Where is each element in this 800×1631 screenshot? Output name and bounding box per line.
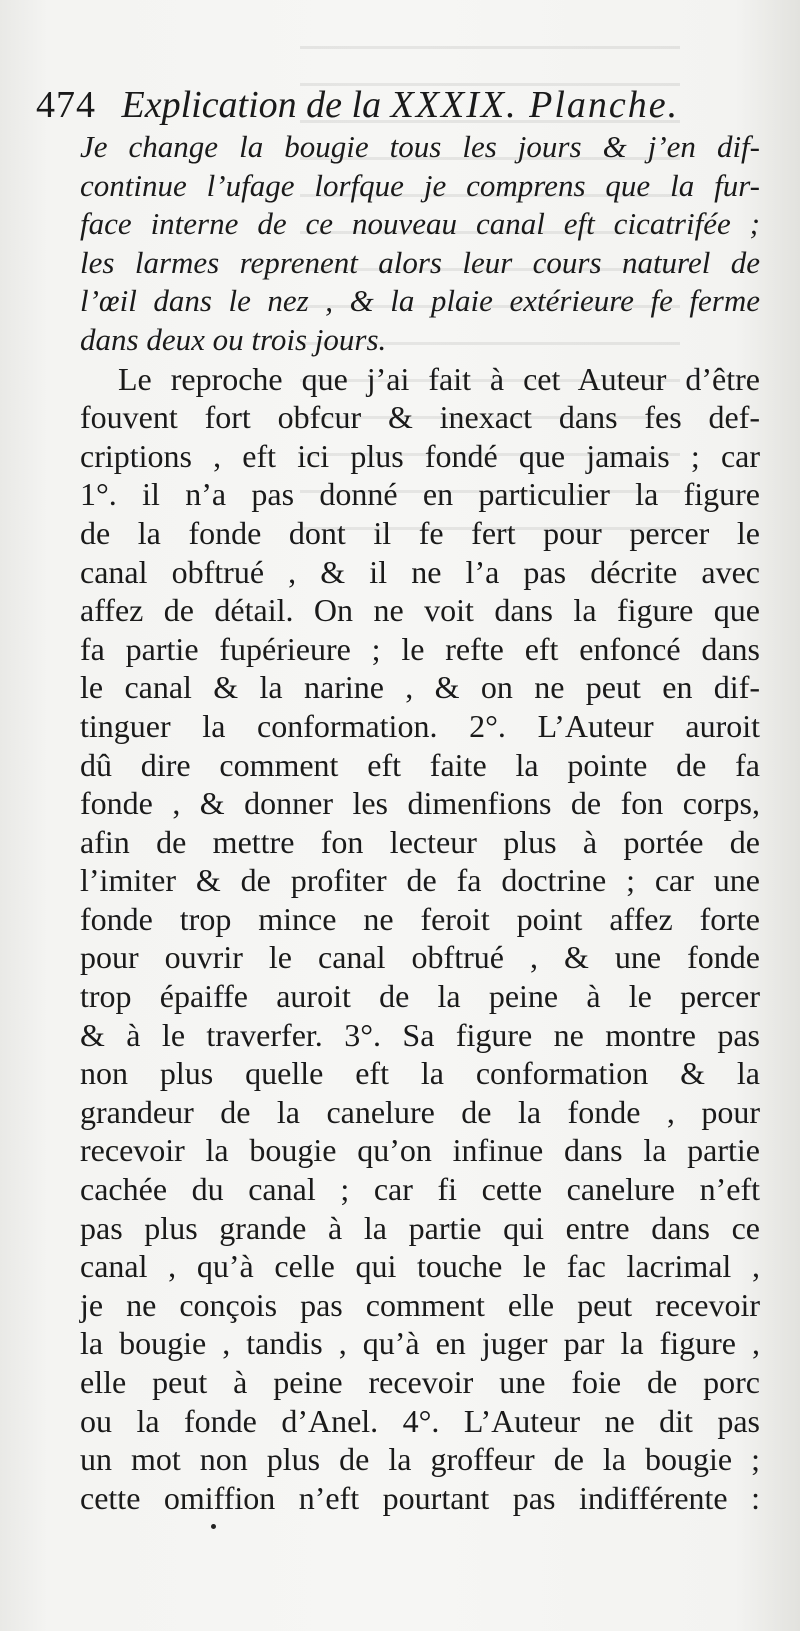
text-line: canal , qu’à celle qui touche le fac lacrimal ,: [80, 1248, 760, 1285]
text-line: l’imiter & de profiter de fa doctrine ; car une: [80, 862, 760, 899]
text-line: tinguer la conformation. 2°. L’Auteur auroit: [80, 707, 760, 744]
text-line: face interne de ce nouveau canal eft cicatrifée ;: [80, 206, 760, 242]
text-line: les larmes reprenent alors leur cours naturel de: [80, 244, 760, 280]
plate-title: XXXIX. Planche.: [390, 84, 680, 126]
text-line: je ne conçois pas comment elle peut recevoir: [80, 1286, 760, 1323]
text-line: Le reproche que j’ai fait à cet Auteur d’être: [118, 360, 760, 397]
text-line: fonde trop mince ne feroit point affez forte: [80, 900, 760, 937]
text-line: la bougie , tandis , qu’à en juger par la figure ,: [80, 1325, 760, 1362]
text-line: de la fonde dont il fe fert pour percer le: [80, 514, 760, 551]
text-line: affez de détail. On ne voit dans la figure que: [80, 592, 760, 629]
text-line: pour ouvrir le canal obftrué , & une fonde: [80, 939, 760, 976]
text-line: fouvent fort obfcur & inexact dans fes def-: [80, 399, 760, 436]
text-line: & à le traverfer. 3°. Sa figure ne montre pas: [80, 1016, 760, 1053]
text-line: l’œil dans le nez , & la plaie extérieure fe ferme: [80, 283, 760, 319]
text-line: trop épaiffe auroit de la peine à le percer: [80, 978, 760, 1015]
text-line: cachée du canal ; car fi cette canelure n’eft: [80, 1171, 760, 1208]
running-header: [36, 80, 756, 130]
text-line: ou la fonde d’Anel. 4°. L’Auteur ne dit pas: [80, 1402, 760, 1439]
text-line: continue l’ufage lorfque je comprens que la fur-: [80, 167, 760, 203]
text-line: criptions , eft ici plus fondé que jamais ; car: [80, 437, 760, 474]
text-line: pas plus grande à la partie qui entre dans ce: [80, 1209, 760, 1246]
page-number: 474: [36, 84, 96, 126]
text-line: elle peut à peine recevoir une foie de porc: [80, 1364, 760, 1400]
text-line: non plus quelle eft la conformation & la: [80, 1055, 760, 1092]
ink-speck: [211, 1524, 216, 1529]
text-line: Je change la bougie tous les jours & j’en dif-: [80, 129, 760, 164]
text-line: canal obftrué , & il ne l’a pas décrite avec: [80, 553, 760, 590]
text-line: dans deux ou trois jours.: [80, 321, 387, 357]
text-line: le canal & la narine , & on ne peut en dif-: [80, 669, 760, 706]
running-title: Explication de la: [121, 84, 382, 126]
text-line: recevoir la bougie qu’on infinue dans la partie: [80, 1132, 760, 1169]
text-line: un mot non plus de la groffeur de la bougie ;: [80, 1441, 760, 1478]
text-line: grandeur de la canelure de la fonde , pour: [80, 1093, 760, 1130]
body-text: [80, 128, 760, 1517]
text-line: afin de mettre fon lecteur plus à portée de: [80, 823, 760, 860]
text-line: fa partie fupérieure ; le refte eft enfoncé dans: [80, 630, 760, 667]
text-line: dû dire comment eft faite la pointe de fa: [80, 746, 760, 783]
text-line: fonde , & donner les dimenfions de fon corps,: [80, 785, 760, 822]
text-line: cette omiffion n’eft pourtant pas indifférente :: [80, 1479, 760, 1516]
text-line: 1°. il n’a pas donné en particulier la figure: [80, 476, 760, 513]
